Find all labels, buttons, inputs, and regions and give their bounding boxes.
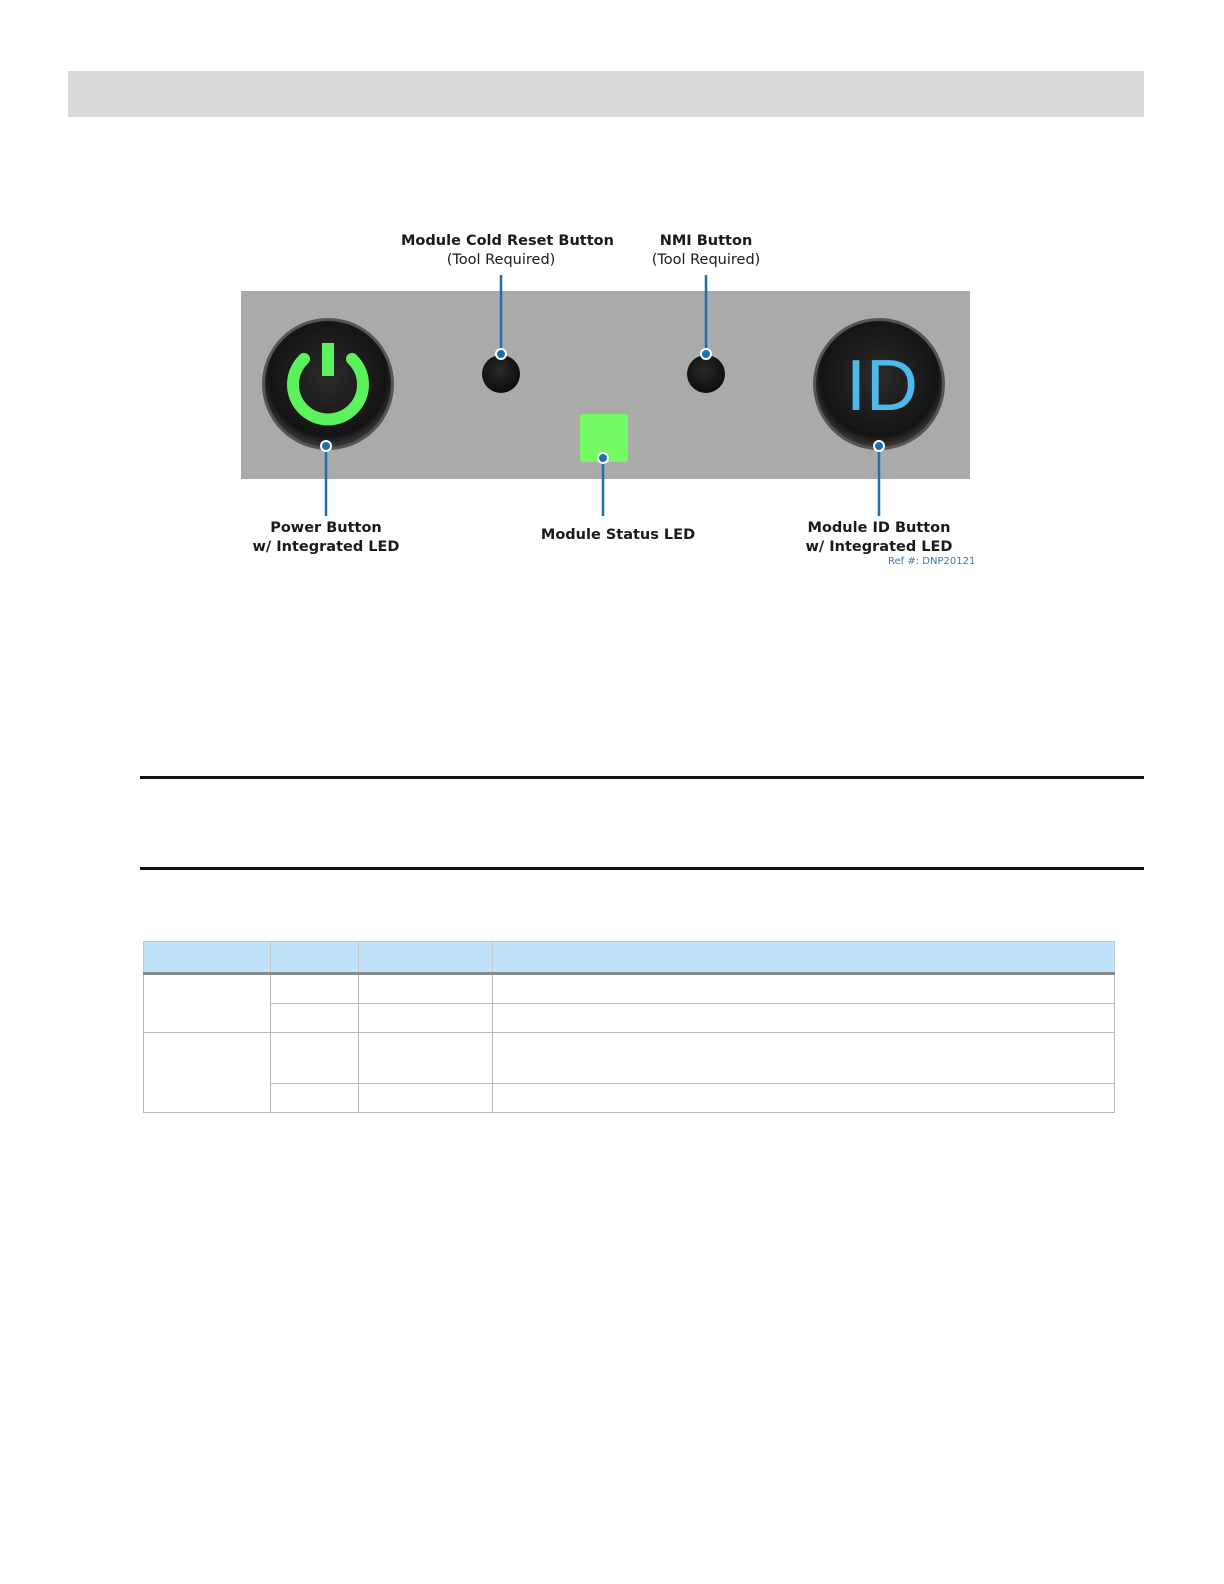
table-cell xyxy=(271,1084,359,1113)
table-row xyxy=(144,1004,1115,1033)
table-cell xyxy=(493,1084,1115,1113)
nmi-callout xyxy=(626,232,786,270)
table-header-cell xyxy=(493,942,1115,974)
table-cell xyxy=(493,1004,1115,1033)
table-cell xyxy=(144,1033,271,1113)
id-callout-subtitle: w/ Integrated LED xyxy=(805,539,953,555)
id-callout-dot xyxy=(874,441,884,451)
table-header-cell xyxy=(271,942,359,974)
power-button[interactable] xyxy=(262,318,394,450)
table-cell xyxy=(359,974,493,1004)
cold-reset-callout-dot xyxy=(496,349,506,359)
table-header-row xyxy=(144,942,1115,974)
cold-reset-pinhole[interactable] xyxy=(482,355,520,393)
nmi-callout-dot xyxy=(701,349,711,359)
status-callout-dot xyxy=(598,453,608,463)
front-panel-figure xyxy=(0,0,1224,600)
table-header-cell xyxy=(359,942,493,974)
table-cell xyxy=(271,974,359,1004)
id-button-label: ID xyxy=(846,346,918,426)
module-id-button[interactable] xyxy=(813,318,945,450)
power-callout-dot xyxy=(321,441,331,451)
cold-reset-callout-title: Module Cold Reset Button xyxy=(401,233,614,249)
led-status-table xyxy=(143,941,1115,1113)
table-cell xyxy=(493,1033,1115,1084)
table-cell xyxy=(359,1084,493,1113)
power-callout-subtitle: w/ Integrated LED xyxy=(252,539,400,555)
status-led-callout xyxy=(528,526,708,545)
table-row xyxy=(144,1033,1115,1084)
table-cell xyxy=(271,1004,359,1033)
cold-reset-callout-subtitle: (Tool Required) xyxy=(446,252,556,268)
note-rule-bottom xyxy=(140,867,1144,870)
power-callout xyxy=(246,519,406,557)
nmi-pinhole[interactable] xyxy=(687,355,725,393)
power-callout-title: Power Button xyxy=(270,520,382,536)
table-header-cell xyxy=(144,942,271,974)
front-panel-diagram xyxy=(0,0,1224,600)
table-cell xyxy=(359,1004,493,1033)
status-led-callout-title: Module Status LED xyxy=(540,527,696,543)
id-callout xyxy=(799,519,959,557)
nmi-callout-subtitle: (Tool Required) xyxy=(651,252,761,268)
table-row xyxy=(144,974,1115,1004)
table-row xyxy=(144,1084,1115,1113)
nmi-callout-title: NMI Button xyxy=(659,233,753,249)
note-rule-top xyxy=(140,776,1144,779)
table-cell xyxy=(271,1033,359,1084)
figure-reference: Ref #: DNP20121 xyxy=(888,556,976,567)
id-callout-title: Module ID Button xyxy=(807,520,951,536)
table-cell xyxy=(493,974,1115,1004)
table-cell xyxy=(144,974,271,1033)
table-cell xyxy=(359,1033,493,1084)
cold-reset-callout xyxy=(401,232,614,270)
